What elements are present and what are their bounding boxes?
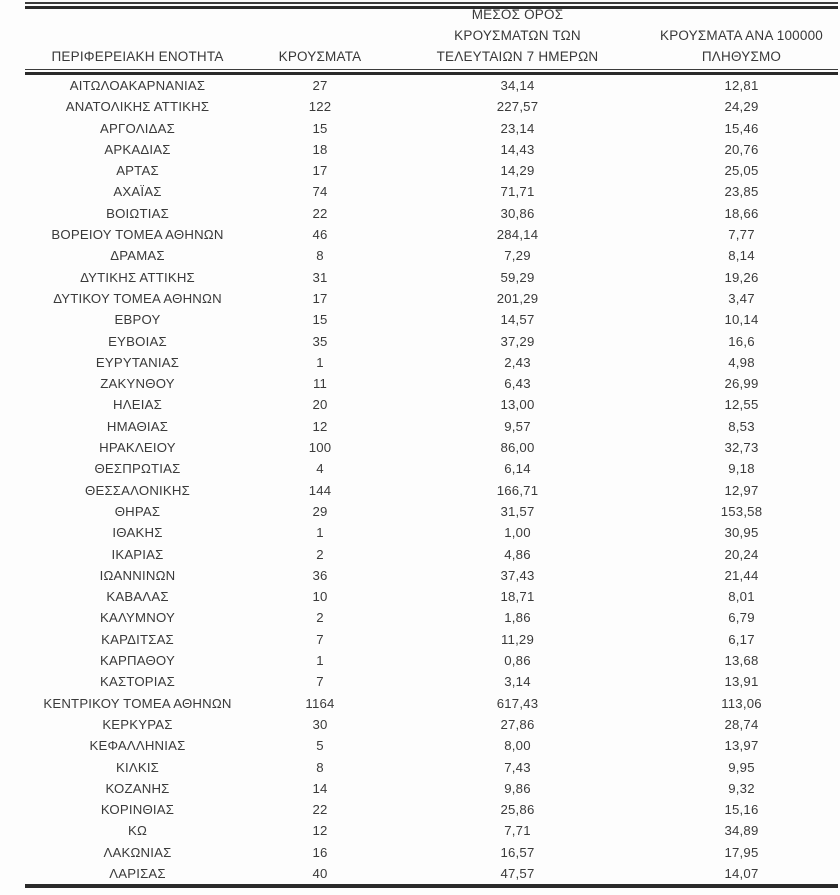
cell-cases: 18 [312, 141, 328, 157]
cell-per-100k: 32,73 [724, 440, 759, 456]
cell-region: ΑΝΑΤΟΛΙΚΗΣ ΑΤΤΙΚΗΣ [65, 99, 210, 115]
cell-cases: 12 [312, 418, 328, 434]
cell-avg-7days: 11,29 [500, 631, 535, 647]
column-header-per-100k [645, 25, 838, 67]
cell-per-100k: 4,98 [728, 354, 755, 370]
cell-per-100k: 12,55 [724, 397, 759, 413]
cell-avg-7days: 2,43 [504, 354, 531, 370]
cell-avg-7days: 18,71 [500, 589, 535, 605]
cell-region: ΚΟΡΙΝΘΙΑΣ [100, 802, 175, 818]
table-row [25, 586, 838, 607]
cell-cases: 2 [316, 546, 324, 562]
cell-region: ΖΑΚΥΝΘΟΥ [100, 376, 175, 392]
cell-per-100k: 15,16 [724, 802, 759, 818]
header-border-thin-line [25, 69, 838, 70]
table-row [25, 181, 838, 202]
cell-avg-7days: 14,43 [500, 141, 535, 157]
cell-per-100k: 26,99 [724, 376, 759, 392]
cell-region: ΚΑΡΠΑΘΟΥ [100, 653, 175, 669]
cell-per-100k: 8,14 [728, 248, 755, 264]
cell-cases: 16 [312, 844, 328, 860]
column-header-avg-line3: ΤΕΛΕΥΤΑΙΩΝ 7 ΗΜΕΡΩΝ [436, 49, 599, 64]
cell-avg-7days: 0,86 [504, 653, 531, 669]
column-header-region [25, 46, 250, 67]
cell-cases: 7 [316, 674, 324, 690]
table-row [25, 522, 838, 543]
cell-cases: 12 [312, 823, 328, 839]
table-body [25, 75, 838, 884]
table-bottom-border [25, 884, 838, 888]
cell-cases: 10 [312, 589, 328, 605]
cell-avg-7days: 25,86 [500, 802, 535, 818]
table-row [25, 565, 838, 586]
cell-avg-7days: 6,14 [504, 461, 531, 477]
cell-per-100k: 8,53 [728, 418, 755, 434]
table-row [25, 842, 838, 863]
table-row [25, 650, 838, 671]
column-header-avg-7days [390, 4, 645, 67]
cell-cases: 36 [312, 567, 328, 583]
cell-per-100k: 3,47 [728, 290, 755, 306]
cell-per-100k: 23,85 [724, 184, 759, 200]
cell-region: ΚΕΝΤΡΙΚΟΥ ΤΟΜΕΑ ΑΘΗΝΩΝ [43, 695, 232, 711]
column-header-cases-label: ΚΡΟΥΣΜΑΤΑ [278, 49, 362, 64]
cell-avg-7days: 4,86 [504, 546, 531, 562]
regional-cases-table [25, 2, 838, 888]
table-row [25, 544, 838, 565]
cell-region: ΔΥΤΙΚΗΣ ΑΤΤΙΚΗΣ [80, 269, 195, 285]
cell-avg-7days: 71,71 [500, 184, 535, 200]
cell-region: ΘΗΡΑΣ [114, 503, 161, 519]
cell-region: ΑΡΚΑΔΙΑΣ [104, 141, 171, 157]
column-header-avg-line2: ΚΡΟΥΣΜΑΤΩΝ ΤΩΝ [454, 28, 581, 43]
cell-per-100k: 17,95 [724, 844, 759, 860]
cell-per-100k: 34,89 [724, 823, 759, 839]
cell-per-100k: 9,18 [728, 461, 755, 477]
cell-cases: 15 [312, 312, 328, 328]
cell-per-100k: 10,14 [724, 312, 759, 328]
cell-cases: 22 [312, 802, 328, 818]
cell-region: ΙΘΑΚΗΣ [112, 525, 163, 541]
cell-region: ΚΑΣΤΟΡΙΑΣ [99, 674, 176, 690]
cell-avg-7days: 37,29 [500, 333, 535, 349]
cell-per-100k: 28,74 [724, 716, 759, 732]
table-row [25, 607, 838, 628]
cell-cases: 8 [316, 759, 324, 775]
cell-region: ΔΡΑΜΑΣ [110, 248, 165, 264]
cell-region: ΛΑΡΙΣΑΣ [109, 865, 166, 881]
table-row [25, 309, 838, 330]
cell-region: ΗΜΑΘΙΑΣ [106, 418, 169, 434]
cell-avg-7days: 284,14 [496, 227, 539, 243]
cell-avg-7days: 617,43 [496, 695, 539, 711]
table-row [25, 288, 838, 309]
cell-cases: 35 [312, 333, 328, 349]
cell-region: ΙΩΑΝΝΙΝΩΝ [99, 567, 176, 583]
cell-avg-7days: 59,29 [500, 269, 535, 285]
cell-per-100k: 8,01 [728, 589, 755, 605]
table-row [25, 245, 838, 266]
cell-per-100k: 18,66 [724, 205, 759, 221]
cell-region: ΕΒΡΟΥ [114, 312, 161, 328]
cell-cases: 11 [312, 376, 328, 392]
cell-region: ΒΟΡΕΙΟΥ ΤΟΜΕΑ ΑΘΗΝΩΝ [51, 227, 224, 243]
cell-per-100k: 19,26 [724, 269, 759, 285]
cell-region: ΘΕΣΠΡΩΤΙΑΣ [94, 461, 181, 477]
cell-per-100k: 20,24 [724, 546, 759, 562]
cell-avg-7days: 47,57 [500, 865, 535, 881]
cell-region: ΑΡΓΟΛΙΔΑΣ [100, 120, 175, 136]
cell-avg-7days: 13,00 [500, 397, 535, 413]
cell-avg-7days: 14,29 [500, 163, 535, 179]
table-row [25, 96, 838, 117]
cell-per-100k: 15,46 [724, 120, 759, 136]
table-row [25, 693, 838, 714]
cell-cases: 46 [312, 227, 328, 243]
table-row [25, 820, 838, 841]
cell-region: ΗΛΕΙΑΣ [113, 397, 162, 413]
table-row [25, 139, 838, 160]
table-row [25, 75, 838, 96]
cell-avg-7days: 6,43 [504, 376, 531, 392]
cell-per-100k: 113,06 [721, 695, 762, 711]
cell-cases: 1164 [305, 695, 335, 711]
cell-cases: 17 [312, 163, 328, 179]
cell-cases: 1 [316, 525, 324, 541]
table-row [25, 671, 838, 692]
table-row [25, 394, 838, 415]
bottom-border-thick-line [25, 884, 838, 888]
cell-per-100k: 6,79 [728, 610, 755, 626]
table-row [25, 203, 838, 224]
cell-avg-7days: 30,86 [500, 205, 535, 221]
table-row [25, 267, 838, 288]
cell-cases: 2 [316, 610, 324, 626]
cell-cases: 144 [308, 482, 332, 498]
cell-cases: 1 [316, 653, 324, 669]
cell-per-100k: 30,95 [724, 525, 759, 541]
cell-per-100k: 7,77 [728, 227, 755, 243]
cell-avg-7days: 7,29 [504, 248, 531, 264]
cell-region: ΚΕΡΚΥΡΑΣ [102, 716, 173, 732]
cell-cases: 27 [312, 78, 328, 93]
cell-avg-7days: 8,00 [504, 738, 531, 754]
cell-cases: 8 [316, 248, 324, 264]
table-row [25, 757, 838, 778]
cell-per-100k: 13,68 [724, 653, 759, 669]
cell-per-100k: 24,29 [724, 99, 759, 115]
cell-avg-7days: 14,57 [500, 312, 535, 328]
cell-region: ΑΡΤΑΣ [116, 163, 159, 179]
cell-cases: 5 [316, 738, 324, 754]
cell-cases: 22 [312, 205, 328, 221]
cell-per-100k: 25,05 [724, 163, 759, 179]
cell-cases: 30 [312, 716, 328, 732]
cell-region: ΚΟΖΑΝΗΣ [105, 780, 170, 796]
table-row [25, 160, 838, 181]
column-header-region-label: ΠΕΡΙΦΕΡΕΙΑΚΗ ΕΝΟΤΗΤΑ [51, 49, 224, 64]
table-row [25, 224, 838, 245]
cell-cases: 14 [312, 780, 328, 796]
cell-region: ΛΑΚΩΝΙΑΣ [103, 844, 172, 860]
cell-avg-7days: 27,86 [500, 716, 535, 732]
cell-per-100k: 20,76 [724, 141, 759, 157]
cell-region: ΔΥΤΙΚΟΥ ΤΟΜΕΑ ΑΘΗΝΩΝ [53, 290, 222, 306]
cell-avg-7days: 86,00 [500, 440, 535, 456]
table-row [25, 458, 838, 479]
cell-avg-7days: 37,43 [500, 567, 535, 583]
table-row [25, 118, 838, 139]
cell-cases: 29 [312, 503, 328, 519]
column-header-avg-line1: ΜΕΣΟΣ ΟΡΟΣ [471, 7, 564, 22]
cell-cases: 17 [312, 290, 328, 306]
cell-region: ΕΥΒΟΙΑΣ [108, 333, 167, 349]
cell-region: ΙΚΑΡΙΑΣ [111, 546, 164, 562]
cell-region: ΗΡΑΚΛΕΙΟΥ [99, 440, 176, 456]
table-row [25, 352, 838, 373]
cell-per-100k: 13,97 [724, 738, 759, 754]
table-row [25, 863, 838, 884]
table-row [25, 799, 838, 820]
cell-avg-7days: 7,43 [504, 759, 531, 775]
table-row [25, 501, 838, 522]
cell-cases: 4 [316, 461, 324, 477]
cell-cases: 20 [312, 397, 328, 413]
cell-avg-7days: 34,14 [500, 78, 535, 93]
cell-per-100k: 6,17 [728, 631, 755, 647]
table-row [25, 778, 838, 799]
cell-avg-7days: 16,57 [500, 844, 535, 860]
cell-avg-7days: 3,14 [504, 674, 531, 690]
cell-cases: 40 [312, 865, 328, 881]
cell-per-100k: 21,44 [724, 567, 759, 583]
cell-avg-7days: 23,14 [500, 120, 535, 136]
cell-per-100k: 14,07 [724, 865, 759, 881]
table-row [25, 331, 838, 352]
cell-region: ΑΙΤΩΛΟΑΚΑΡΝΑΝΙΑΣ [69, 78, 206, 93]
cell-cases: 7 [316, 631, 324, 647]
cell-per-100k: 9,32 [728, 780, 755, 796]
column-header-per-100k-line2: ΠΛΗΘΥΣΜΟ [701, 49, 782, 64]
cell-avg-7days: 31,57 [500, 503, 535, 519]
cell-avg-7days: 1,00 [504, 525, 531, 541]
table-row [25, 735, 838, 756]
cell-per-100k: 12,81 [724, 78, 759, 93]
cell-per-100k: 9,95 [728, 759, 755, 775]
cell-region: ΚΕΦΑΛΛΗΝΙΑΣ [89, 738, 186, 754]
cell-region: ΚΑΛΥΜΝΟΥ [100, 610, 175, 626]
column-header-per-100k-line1: ΚΡΟΥΣΜΑΤΑ ΑΝΑ 100000 [660, 28, 823, 43]
cell-region: ΚΩ [127, 823, 148, 839]
cell-avg-7days: 227,57 [496, 99, 539, 115]
cell-region: ΒΟΙΩΤΙΑΣ [106, 205, 169, 221]
cell-avg-7days: 7,71 [504, 823, 531, 839]
column-header-cases [250, 46, 390, 67]
cell-per-100k: 13,91 [724, 674, 759, 690]
table-row [25, 373, 838, 394]
cell-avg-7days: 1,86 [504, 610, 531, 626]
table-row [25, 714, 838, 735]
cell-cases: 100 [308, 440, 332, 456]
table-row [25, 480, 838, 501]
cell-per-100k: 12,97 [724, 482, 759, 498]
table-row [25, 629, 838, 650]
cell-region: ΘΕΣΣΑΛΟΝΙΚΗΣ [84, 482, 190, 498]
table-header-row [25, 9, 838, 69]
table-row [25, 437, 838, 458]
cell-region: ΕΥΡΥΤΑΝΙΑΣ [95, 354, 180, 370]
cell-cases: 122 [308, 99, 332, 115]
table-row [25, 416, 838, 437]
cell-per-100k: 153,58 [720, 503, 763, 519]
cell-avg-7days: 9,57 [504, 418, 531, 434]
cell-region: ΚΑΒΑΛΑΣ [106, 589, 169, 605]
cell-avg-7days: 166,71 [496, 482, 539, 498]
cell-cases: 15 [312, 120, 328, 136]
cell-region: ΚΙΛΚΙΣ [115, 759, 160, 775]
cell-region: ΚΑΡΔΙΤΣΑΣ [101, 631, 174, 647]
cell-cases: 31 [312, 269, 328, 285]
cell-avg-7days: 201,29 [496, 290, 539, 306]
cell-avg-7days: 9,86 [504, 780, 531, 796]
cell-cases: 74 [312, 184, 328, 200]
cell-cases: 1 [316, 354, 324, 370]
cell-region: ΑΧΑΪΑΣ [113, 184, 162, 200]
cell-per-100k: 16,6 [728, 333, 755, 349]
